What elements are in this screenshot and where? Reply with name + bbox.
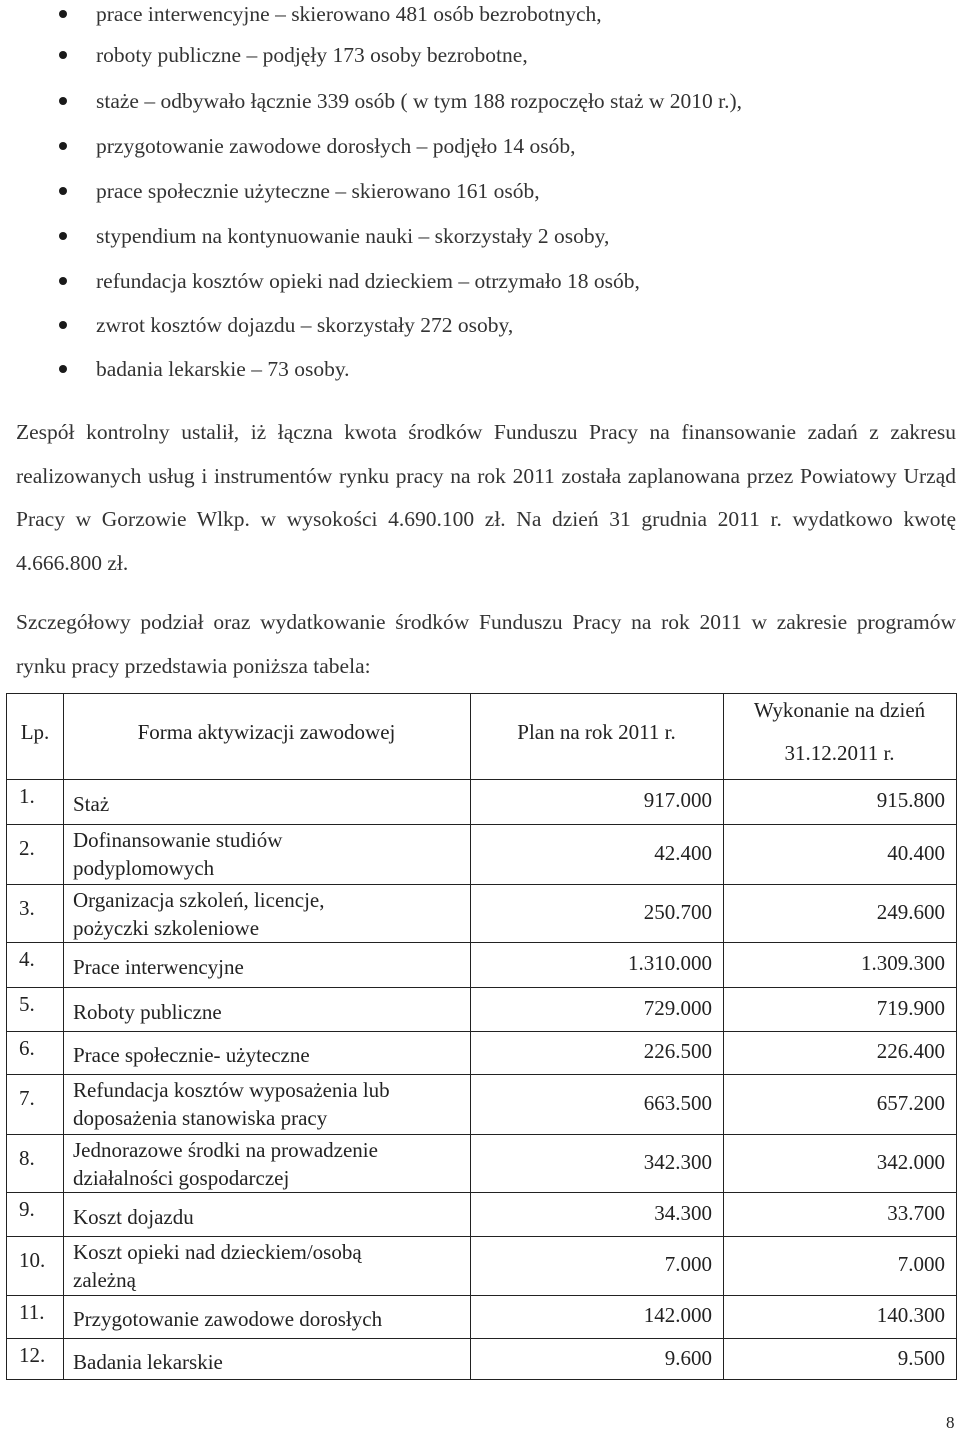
row-form-label-cont: pożyczki szkoleniowe xyxy=(73,916,260,940)
bullet-text: prace społecznie użyteczne – skierowano 161 osób, xyxy=(96,179,540,203)
row-form-label: Badania lekarskie xyxy=(73,1350,223,1374)
row-number: 2. xyxy=(19,836,35,860)
bullet-item xyxy=(96,222,609,250)
row-plan-value: 342.300 xyxy=(643,1150,712,1174)
row-exec-value: 915.800 xyxy=(876,788,945,812)
row-form-label: Prace społecznie- użyteczne xyxy=(73,1043,310,1067)
row-number: 6. xyxy=(19,1036,35,1060)
row-number: 4. xyxy=(19,947,35,971)
row-form-label-cont: podyplomowych xyxy=(73,856,215,880)
bullet-text: stypendium na kontynuowanie nauki – skorzystały 2 osoby, xyxy=(96,224,610,248)
row-plan-value: 663.500 xyxy=(643,1091,712,1115)
row-form-label-cont: działalności gospodarczej xyxy=(73,1166,290,1190)
row-plan-value: 9.600 xyxy=(664,1346,712,1370)
row-form-label: Organizacja szkoleń, licencje, xyxy=(73,888,325,912)
row-exec-value: 226.400 xyxy=(876,1039,945,1063)
row-form-label: Dofinansowanie studiów xyxy=(73,828,283,852)
row-divider xyxy=(7,1134,956,1135)
paragraph-funds-summary: Zespół kontrolny ustalił, iż łączna kwota środków Funduszu Pracy na finansowanie zadań z zakresu realizowanych usług i instrumentów rynku pracy na rok 2011 została zaplanowana przez Powiatowy Urząd Pracy w Gorzowie Wlkp. w wysokości 4.690.100 zł. Na dzień 31 grudnia 2011 r. wydatkowo kwotę 4.666.800 zł. xyxy=(16,420,956,575)
header-form: Forma aktywizacji zawodowej xyxy=(137,720,396,744)
bullet-item xyxy=(96,267,640,295)
funds-table xyxy=(6,693,957,1380)
row-number: 7. xyxy=(19,1086,35,1110)
header-exec-line2: 31.12.2011 r. xyxy=(784,741,895,765)
row-number: 1. xyxy=(19,784,35,808)
row-number: 5. xyxy=(19,992,35,1016)
row-form-label-cont: doposażenia stanowiska pracy xyxy=(73,1106,328,1130)
header-plan: Plan na rok 2011 r. xyxy=(517,720,676,744)
row-divider xyxy=(7,1295,956,1296)
row-divider xyxy=(7,1236,956,1237)
row-divider xyxy=(7,1031,956,1032)
header-lp: Lp. xyxy=(20,720,50,744)
bullet-item xyxy=(96,0,602,28)
row-exec-value: 657.200 xyxy=(876,1091,945,1115)
row-divider xyxy=(7,942,956,943)
row-plan-value: 1.310.000 xyxy=(628,951,712,975)
row-plan-value: 226.500 xyxy=(643,1039,712,1063)
row-divider xyxy=(7,824,956,825)
row-divider xyxy=(7,1192,956,1193)
bullet-dot-icon xyxy=(59,10,67,18)
row-exec-value: 342.000 xyxy=(876,1150,945,1174)
header-divider xyxy=(7,779,956,780)
row-exec-value: 40.400 xyxy=(887,841,945,865)
row-divider xyxy=(7,1074,956,1075)
bullet-dot-icon xyxy=(59,365,67,373)
row-exec-value: 140.300 xyxy=(876,1303,945,1327)
row-exec-value: 33.700 xyxy=(887,1201,945,1225)
col-divider xyxy=(723,694,724,1379)
paragraph-table-intro: Szczegółowy podział oraz wydatkowanie środków Funduszu Pracy na rok 2011 w zakresie programów rynku pracy przedstawia poniższa tabela: xyxy=(16,610,956,678)
bullet-dot-icon xyxy=(59,142,67,150)
bullet-item xyxy=(96,311,513,339)
row-number: 9. xyxy=(19,1197,35,1221)
row-exec-value: 7.000 xyxy=(897,1252,945,1276)
row-number: 12. xyxy=(19,1343,46,1367)
bullet-dot-icon xyxy=(59,97,67,105)
bullet-dot-icon xyxy=(59,277,67,285)
row-form-label: Przygotowanie zawodowe dorosłych xyxy=(73,1307,383,1331)
row-plan-value: 34.300 xyxy=(654,1201,712,1225)
row-number: 10. xyxy=(19,1248,46,1272)
col-divider xyxy=(470,694,471,1379)
row-form-label: Koszt dojazdu xyxy=(73,1205,194,1229)
row-form-label: Staż xyxy=(73,792,110,816)
row-number: 8. xyxy=(19,1146,35,1170)
bullet-text: prace interwencyjne – skierowano 481 osób bezrobotnych, xyxy=(96,2,602,26)
row-number: 3. xyxy=(19,896,35,920)
bullet-dot-icon xyxy=(59,232,67,240)
row-exec-value: 719.900 xyxy=(876,996,945,1020)
row-divider xyxy=(7,987,956,988)
row-form-label: Prace interwencyjne xyxy=(73,955,244,979)
page-number: 8 xyxy=(946,1413,955,1432)
bullet-dot-icon xyxy=(59,187,67,195)
header-exec-line1: Wykonanie na dzień xyxy=(753,698,926,722)
bullet-text: staże – odbywało łącznie 339 osób ( w tym 188 rozpoczęło staż w 2010 r.), xyxy=(96,89,743,113)
bullet-item xyxy=(96,87,742,115)
row-exec-value: 1.309.300 xyxy=(861,951,945,975)
row-divider xyxy=(7,884,956,885)
bullet-text: badania lekarskie – 73 osoby. xyxy=(96,357,350,381)
bullet-item xyxy=(96,355,350,383)
row-divider xyxy=(7,1338,956,1339)
bullet-item xyxy=(96,41,528,69)
row-form-label: Jednorazowe środki na prowadzenie xyxy=(73,1138,378,1162)
bullet-dot-icon xyxy=(59,51,67,59)
row-number: 11. xyxy=(19,1300,45,1324)
row-exec-value: 9.500 xyxy=(897,1346,945,1370)
bullet-text: roboty publiczne – podjęły 173 osoby bezrobotne, xyxy=(96,43,528,67)
row-plan-value: 142.000 xyxy=(643,1303,712,1327)
bullet-text: przygotowanie zawodowe dorosłych – podjęło 14 osób, xyxy=(96,134,576,158)
row-form-label: Refundacja kosztów wyposażenia lub xyxy=(73,1078,390,1102)
row-plan-value: 250.700 xyxy=(643,900,712,924)
row-form-label: Roboty publiczne xyxy=(73,1000,222,1024)
row-form-label-cont: zależną xyxy=(73,1268,136,1292)
row-plan-value: 42.400 xyxy=(654,841,712,865)
bullet-text: zwrot kosztów dojazdu – skorzystały 272 osoby, xyxy=(96,313,514,337)
row-plan-value: 729.000 xyxy=(643,996,712,1020)
bullet-dot-icon xyxy=(59,321,67,329)
bullet-item xyxy=(96,132,575,160)
bullet-text: refundacja kosztów opieki nad dzieckiem – otrzymało 18 osób, xyxy=(96,269,640,293)
row-plan-value: 7.000 xyxy=(664,1252,712,1276)
col-divider xyxy=(63,694,64,1379)
row-plan-value: 917.000 xyxy=(643,788,712,812)
bullet-item xyxy=(96,177,540,205)
row-exec-value: 249.600 xyxy=(876,900,945,924)
row-form-label: Koszt opieki nad dzieckiem/osobą xyxy=(73,1240,362,1264)
